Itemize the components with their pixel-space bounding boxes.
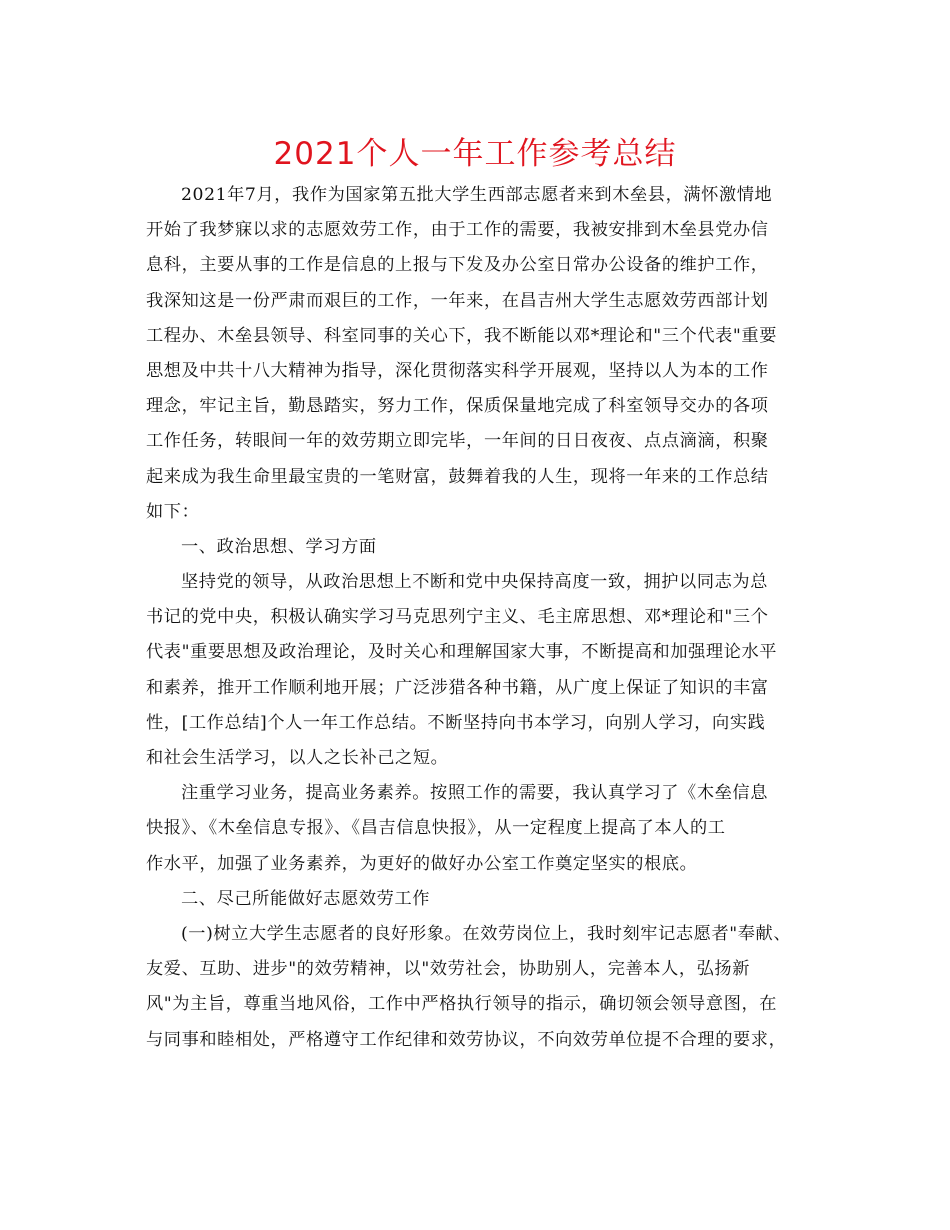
body-line: 息科，主要从事的工作是信息的上报与下发及办公室日常办公设备的维护工作， (146, 255, 769, 276)
body-line: 2021年7月，我作为国家第五批大学生西部志愿者来到木垒县，满怀激情地 (181, 185, 773, 205)
body-line: 友爱、互助、进步"的效劳精神，以"效劳社会，协助别人，完善本人，弘扬新 (146, 959, 751, 980)
body-line: 二、尽己所能做好志愿效劳工作 (181, 888, 431, 909)
body-line: 如下： (146, 501, 200, 522)
body-line: 开始了我梦寐以求的志愿效劳工作，由于工作的需要，我被安排到木垒县党办信 (146, 220, 769, 241)
body-line: 工作任务，转眼间一年的效劳期立即完毕，一年间的日日夜夜、点点滴滴，积聚 (146, 431, 769, 452)
body-line: 我深知这是一份严肃而艰巨的工作，一年来，在昌吉州大学生志愿效劳西部计划 (146, 290, 769, 311)
body-line: 工程办、木垒县领导、科室同事的关心下，我不断能以邓*理论和"三个代表"重要 (146, 325, 777, 346)
body-line: 书记的党中央，积极认确实学习马克思列宁主义、毛主席思想、邓*理论和"三个 (146, 607, 769, 628)
body-line: 性，[工作总结]个人一年工作总结。不断坚持向书本学习，向别人学习，向实践 (146, 712, 766, 733)
body-line: (一)树立大学生志愿者的良好形象。在效劳岗位上，我时刻牢记志愿者"奉献、 (181, 923, 792, 944)
body-line: 与同事和睦相处，严格遵守工作纪律和效劳协议，不向效劳单位提不合理的要求， (146, 1029, 787, 1050)
body-line: 和素养，推开工作顺利地开展；广泛涉猎各种书籍，从广度上保证了知识的丰富 (146, 677, 769, 698)
body-line: 作水平，加强了业务素养，为更好的做好办公室工作奠定坚实的根底。 (146, 853, 698, 874)
body-line: 注重学习业务，提高业务素养。按照工作的需要，我认真学习了《木垒信息 (181, 783, 768, 804)
body-line: 快报》、《木垒信息专报》、《昌吉信息快报》，从一定程度上提高了本人的工 (146, 818, 726, 839)
body-line: 理念，牢记主旨，勤恳踏实，努力工作，保质保量地完成了科室领导交办的各项 (146, 396, 769, 417)
body-line: 风"为主旨，尊重当地风俗，工作中严格执行领导的指示，确切领会领导意图，在 (146, 994, 778, 1015)
body-line: 和社会生活学习，以人之长补己之短。 (146, 748, 449, 768)
body-line: 代表"重要思想及政治理论，及时关心和理解国家大事，不断提高和加强理论水平 (146, 642, 778, 663)
document-body (146, 178, 846, 1058)
body-line: 坚持党的领导，从政治思想上不断和党中央保持高度一致，拥护以同志为总 (181, 572, 768, 593)
document-title: 2021个人一年工作参考总结 (273, 136, 677, 172)
body-line: 一、政治思想、学习方面 (181, 536, 377, 557)
body-line: 思想及中共十八大精神为指导，深化贯彻落实科学开展观，坚持以人为本的工作 (146, 360, 769, 381)
body-line: 起来成为我生命里最宝贵的一笔财富，鼓舞着我的人生，现将一年来的工作总结 (146, 466, 769, 487)
